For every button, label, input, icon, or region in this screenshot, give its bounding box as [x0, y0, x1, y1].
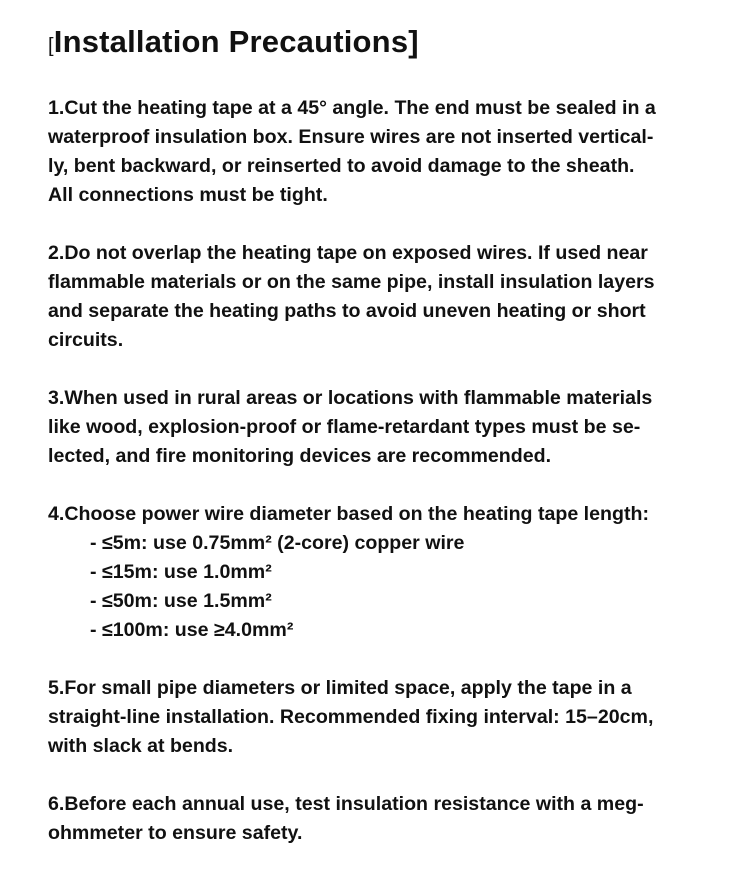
precaution-1 [48, 94, 718, 210]
precaution-3-line: lected, and fire monitoring devices are recommended. [48, 445, 552, 467]
title-open-bracket: [ [48, 35, 54, 57]
precaution-3 [48, 384, 718, 471]
page-title [48, 22, 718, 66]
precaution-5-line: 5.For small pipe diameters or limited space, apply the tape in a [48, 677, 632, 699]
precaution-4 [48, 500, 718, 645]
precaution-2-line: flammable materials or on the same pipe, install insulation layers [48, 271, 655, 293]
precaution-1-line: 1.Cut the heating tape at a 45° angle. The end must be sealed in a [48, 97, 656, 119]
precaution-6 [48, 790, 718, 848]
precaution-3-line: like wood, explosion-proof or flame-retardant types must be se- [48, 416, 641, 438]
wire-size-item: - ≤50m: use 1.5mm² [90, 590, 272, 612]
wire-size-item: - ≤100m: use ≥4.0mm² [90, 619, 294, 641]
precaution-1-line: All connections must be tight. [48, 184, 328, 206]
precaution-1-line: waterproof insulation box. Ensure wires are not inserted vertical- [48, 126, 654, 148]
precaution-5-line: with slack at bends. [48, 735, 234, 757]
precaution-5 [48, 674, 718, 761]
wire-size-item: - ≤5m: use 0.75mm² (2-core) copper wire [90, 532, 465, 554]
wire-size-item: - ≤15m: use 1.0mm² [90, 561, 272, 583]
precaution-5-line: straight-line installation. Recommended fixing interval: 15–20cm, [48, 706, 654, 728]
precaution-2-line: and separate the heating paths to avoid uneven heating or short [48, 300, 646, 322]
precaution-2-line: 2.Do not overlap the heating tape on exposed wires. If used near [48, 242, 648, 264]
precaution-4-line: 4.Choose power wire diameter based on the heating tape length: [48, 503, 649, 525]
precaution-6-line: ohmmeter to ensure safety. [48, 822, 303, 844]
precaution-2 [48, 239, 718, 355]
document-page [48, 22, 718, 848]
precaution-6-line: 6.Before each annual use, test insulation resistance with a meg- [48, 793, 644, 815]
title-text: Installation Precautions] [53, 24, 419, 59]
precaution-1-line: ly, bent backward, or reinserted to avoid damage to the sheath. [48, 155, 635, 177]
precaution-3-line: 3.When used in rural areas or locations with flammable materials [48, 387, 653, 409]
precaution-2-line: circuits. [48, 329, 124, 351]
